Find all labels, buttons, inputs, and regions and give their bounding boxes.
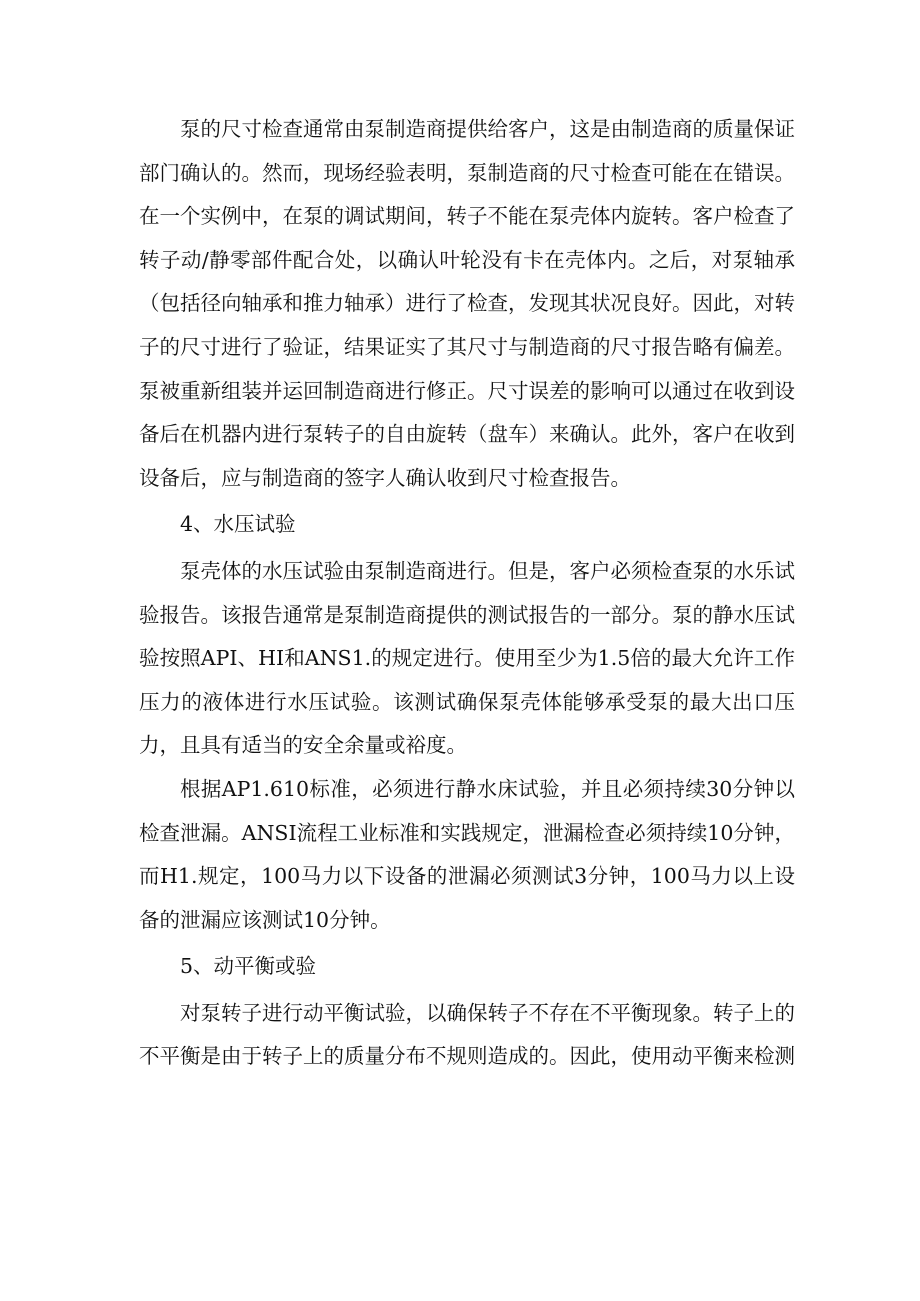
section-heading-dynamic-balance: 5、动平衡或验 bbox=[180, 954, 317, 979]
paragraph-leak-test-duration: 根据AP1.610标准，必须进行静水床试验，并且必须持续30分钟以检查泄漏。ANSI流程工业标准和实践规定，泄漏检查必须持续10分钟，而H1.规定，100马力以下设备的泄漏必须测试3分钟，100马力以上设备的泄漏应该测试10分钟。 bbox=[139, 776, 795, 932]
paragraph-dimension-inspection: 泵的尺寸检查通常由泵制造商提供给客户，这是由制造商的质量保证部门确认的。然而，现场经验表明，泵制造商的尺寸检查可能在在错误。在一个实例中，在泵的调试期间，转子不能在泵壳体内旋转。客户检查了转子动/静零部件配合处，以确认叶轮没有卡在壳体内。之后，对泵轴承（包括径向轴承和推力轴承）进行了检查，发现其状况良好。因此，对转子的尺寸进行了验证，结果证实了其尺寸与制造商的尺寸报告略有偏差。泵被重新组装并运回制造商进行修正。尺寸误差的影响可以通过在收到设备后在机器内进行泵转子的自由旋转（盘车）来确认。此外，客户在收到设备后，应与制造商的签字人确认收到尺寸检查报告。 bbox=[139, 117, 795, 490]
paragraph-hydrostatic-test: 泵壳体的水压试验由泵制造商进行。但是，客户必须检查泵的水乐试验报告。该报告通常是泵制造商提供的测试报告的一部分。泵的静水压试验按照API、HI和ANS1.的规定进行。使用至少为1.5倍的最大允许工作压力的液体进行水压试验。该测试确保泵壳体能够承受泵的最大出口压力，且具有适当的安全余量或裕度。 bbox=[139, 558, 795, 758]
document-body bbox=[139, 108, 795, 1079]
section-heading-hydrostatic-test: 4、水压试验 bbox=[180, 512, 296, 537]
paragraph-dynamic-balance: 对泵转子进行动平衡试验，以确保转子不存在不平衡现象。转子上的不平衡是由于转子上的质量分布不规则造成的。因此，使用动平衡来检测 bbox=[139, 1000, 795, 1069]
